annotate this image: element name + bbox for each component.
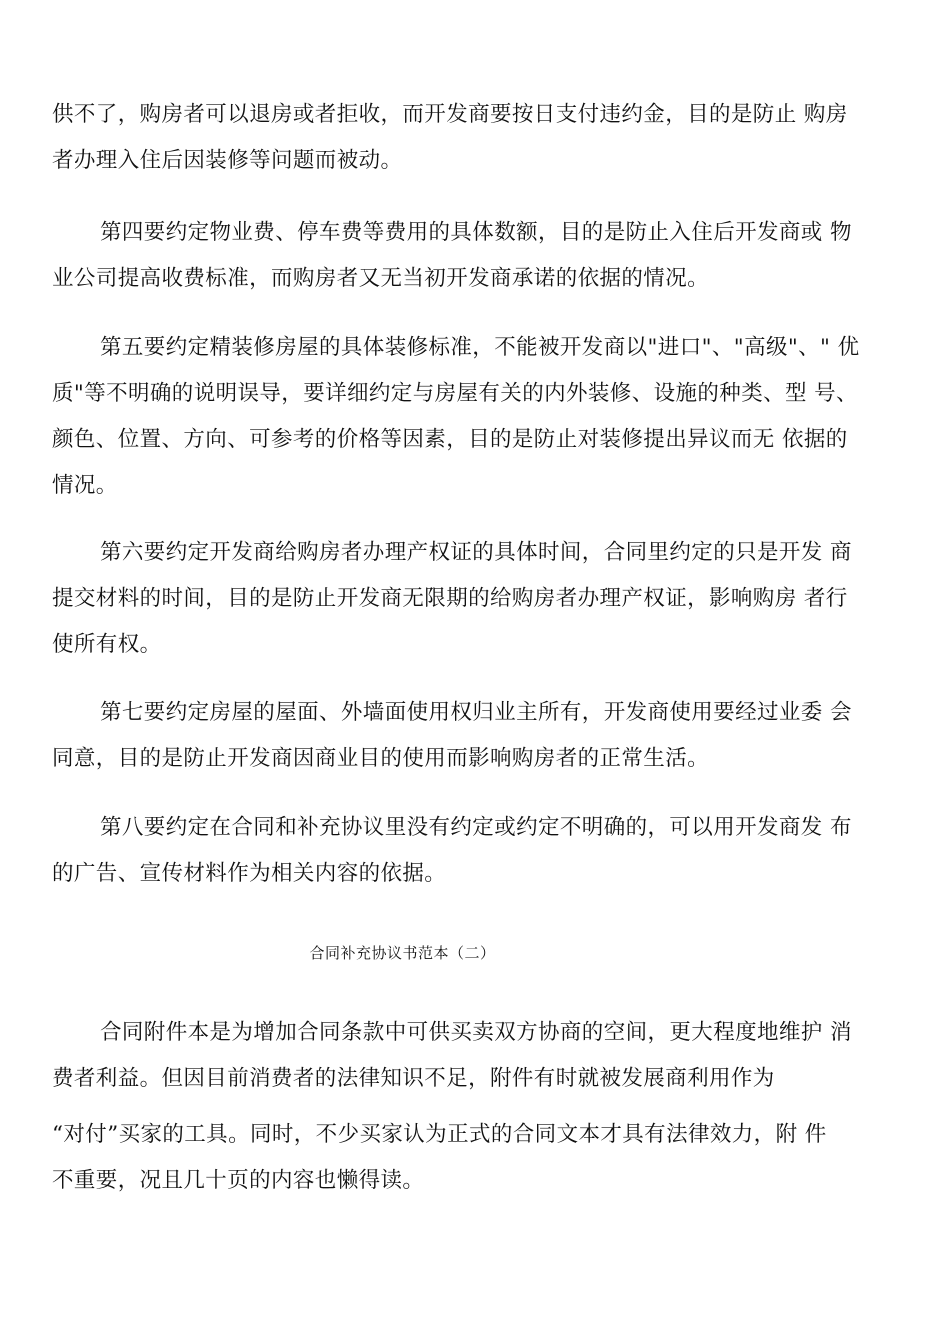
text-line: 不重要，况且几十页的内容也懒得读。 xyxy=(52,1168,425,1193)
paragraph-handover-penalty xyxy=(52,92,895,184)
text-line: 者办理入住后因装修等问题而被动。 xyxy=(52,148,403,173)
text-line: 合同附件本是为增加合同条款中可供买卖双方协商的空间，更大程度地维护 消 xyxy=(100,1020,852,1045)
text-line: 质"等不明确的说明误导，要详细约定与房屋有关的内外装修、设施的种类、型 号、 xyxy=(52,381,858,406)
paragraph-attachment-intro xyxy=(52,1010,895,1102)
paragraph-item-8 xyxy=(52,805,895,897)
text-line: “对付”买家的工具。同时，不少买家认为正式的合同文本才具有法律效力，附 件 xyxy=(52,1122,827,1147)
section-title: 合同补充协议书范本（二） xyxy=(309,944,496,962)
paragraph-item-5 xyxy=(52,325,895,509)
paragraph-item-7 xyxy=(52,690,895,782)
text-line: 费者利益。但因目前消费者的法律知识不足，附件有时就被发展商利用作为 xyxy=(52,1066,775,1091)
text-line: 第六要约定开发商给购房者办理产权证的具体时间，合同里约定的只是开发 商 xyxy=(100,540,852,565)
text-line: 颜色、位置、方向、可参考的价格等因素，目的是防止对装修提出异议而无 依据的 xyxy=(52,427,848,452)
text-line: 情况。 xyxy=(52,473,118,498)
text-line: 第八要约定在合同和补充协议里没有约定或约定不明确的，可以用开发商发 布 xyxy=(100,815,852,840)
text-line: 的广告、宣传材料作为相关内容的依据。 xyxy=(52,861,447,886)
text-line: 提交材料的时间，目的是防止开发商无限期的给购房者办理产权证，影响购房 者行 xyxy=(52,586,848,611)
paragraph-item-4 xyxy=(52,210,895,302)
paragraph-item-6 xyxy=(52,530,895,668)
paragraph-attachment-misuse xyxy=(52,1112,895,1204)
text-line: 同意，目的是防止开发商因商业目的使用而影响购房者的正常生活。 xyxy=(52,746,710,771)
text-line: 第七要约定房屋的屋面、外墙面使用权归业主所有，开发商使用要经过业委 会 xyxy=(100,700,852,725)
text-line: 第五要约定精装修房屋的具体装修标准，不能被开发商以"进口"、"高级"、" 优 xyxy=(100,335,860,360)
text-line: 供不了，购房者可以退房或者拒收，而开发商要按日支付违约金，目的是防止 购房 xyxy=(52,102,848,127)
text-line: 业公司提高收费标准，而购房者又无当初开发商承诺的依据的情况。 xyxy=(52,266,710,291)
text-line: 使所有权。 xyxy=(52,632,162,657)
text-line: 第四要约定物业费、停车费等费用的具体数额，目的是防止入住后开发商或 物 xyxy=(100,220,852,245)
